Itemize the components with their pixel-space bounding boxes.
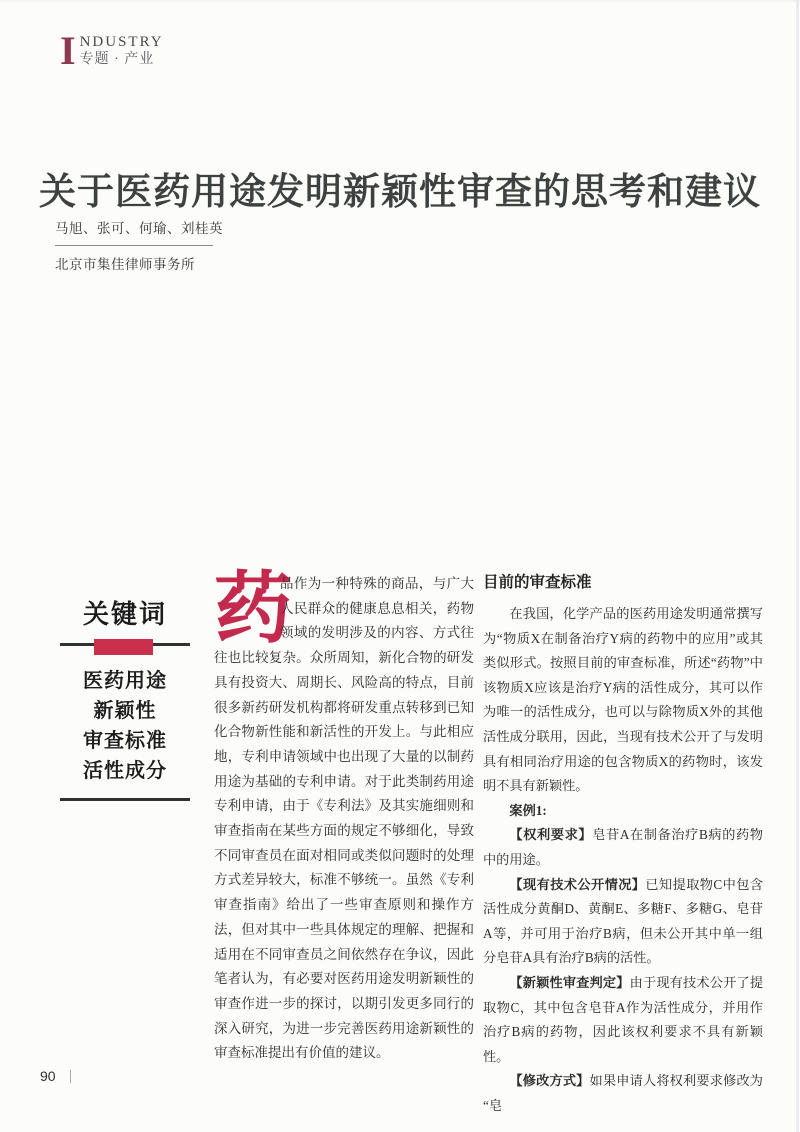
keywords-bottom-rule xyxy=(60,798,190,801)
masthead-initial: I xyxy=(60,28,76,73)
keywords-divider xyxy=(60,639,190,657)
keywords-list xyxy=(60,666,190,786)
case-item-label: 【权利要求】 xyxy=(509,827,593,843)
keywords-box xyxy=(60,594,190,801)
keyword-item: 新颖性 xyxy=(93,700,157,722)
dropcap-character: 药 xyxy=(214,565,293,652)
case-item-claim xyxy=(483,823,763,872)
case-item-label: 【现有技术公开情况】 xyxy=(509,876,646,892)
case-item-text: 已知提取物C中包含活性成分黄酮D、黄酮E、多糖F、多糖G、皂苷A等，并可用于治疗B病，但未公开其中单一组分皂苷A具有治疗B病的活性。 xyxy=(483,876,764,966)
case-label: 案例1: xyxy=(509,802,547,818)
case-item-prior-art xyxy=(483,873,763,971)
case-item-text: 由于现有技术公开了提取物C，其中包含皂苷A作为活性成分，并用作治疗B病的药物，因此该权利要求不具有新颖性。 xyxy=(483,974,764,1064)
byline-block xyxy=(55,217,223,273)
keyword-item: 医药用途 xyxy=(83,670,167,692)
section-column xyxy=(483,573,763,1118)
case-item-text: 如果申请人将权利要求修改为“皂 xyxy=(483,1073,763,1113)
section-masthead xyxy=(60,28,164,73)
article-title: 关于医药用途发明新颖性审查的思考和建议 xyxy=(39,170,761,212)
byline-divider xyxy=(55,245,213,246)
affiliation: 北京市集佳律师事务所 xyxy=(55,257,195,272)
keyword-item: 活性成分 xyxy=(83,760,167,782)
page-folio xyxy=(40,1068,71,1084)
folio-divider xyxy=(70,1070,71,1083)
case-item-amendment xyxy=(483,1069,763,1118)
case-item-text: 皂苷A在制备治疗B病的药物中的用途。 xyxy=(483,827,763,867)
keywords-label: 关键词 xyxy=(82,600,167,629)
lead-paragraph: 品作为一种特殊的商品，与广大人民群众的健康息息相关，药物领域的发明涉及的内容、方式往往也比较复杂。众所周知，新化合物的研发具有投资大、周期长、风险高的特点，目前很多新药研发机构都将研发重点转移到已知化合物新性能和新活性的开发上。与此相应地，专利申请领域中也出现了大量的以制药用途为基础的专利申请。对于此类制药用途专利申请，由于《专利法》及其实施细则和审查指南在某些方面的规定不够细化，导致不同审查员在面对相同或类似问题时的处理方式差异较大，标准不够统一。虽然《专利审查指南》给出了一些审查原则和操作方法，但对其中一些具体规定的理解、把握和适用在不同审查员之间依然存在争议，因此笔者认为，有必要对医药用途发明新颖性的审查作进一步的探讨，以期引发更多同行的深入研究，为进一步完善医药用途新颖性的审查标准提出有价值的建议。 xyxy=(214,576,474,1061)
lead-column xyxy=(214,565,474,1066)
case-item-novelty-ruling xyxy=(483,971,763,1069)
section-heading: 目前的审查标准 xyxy=(483,574,592,591)
masthead-industry-label: NDUSTRY xyxy=(79,34,164,50)
section-intro: 在我国，化学产品的医药用途发明通常撰写为“物质X在制备治疗Y病的药物中的应用”或其类似形式。按照目前的审查标准，所述“药物”中该物质X应该是治疗Y病的活性成分，其可以作为唯一的活性成分，也可以与除物质X外的其他活性成分联用，因此，当现有技术公开了与发明具有相同治疗用途的包含物质X的药物时，该发明不具有新颖性。 xyxy=(483,606,763,794)
keyword-item: 审查标准 xyxy=(83,730,167,752)
case-item-label: 【修改方式】 xyxy=(509,1073,590,1089)
case-item-label: 【新颖性审查判定】 xyxy=(509,974,630,990)
scan-artifact-top xyxy=(0,0,800,2)
masthead-subtitle: 专题 · 产业 xyxy=(79,52,155,67)
keywords-red-accent xyxy=(94,639,153,655)
page-number: 90 xyxy=(40,1068,56,1084)
authors: 马旭、张可、何瑜、刘桂英 xyxy=(55,221,223,236)
